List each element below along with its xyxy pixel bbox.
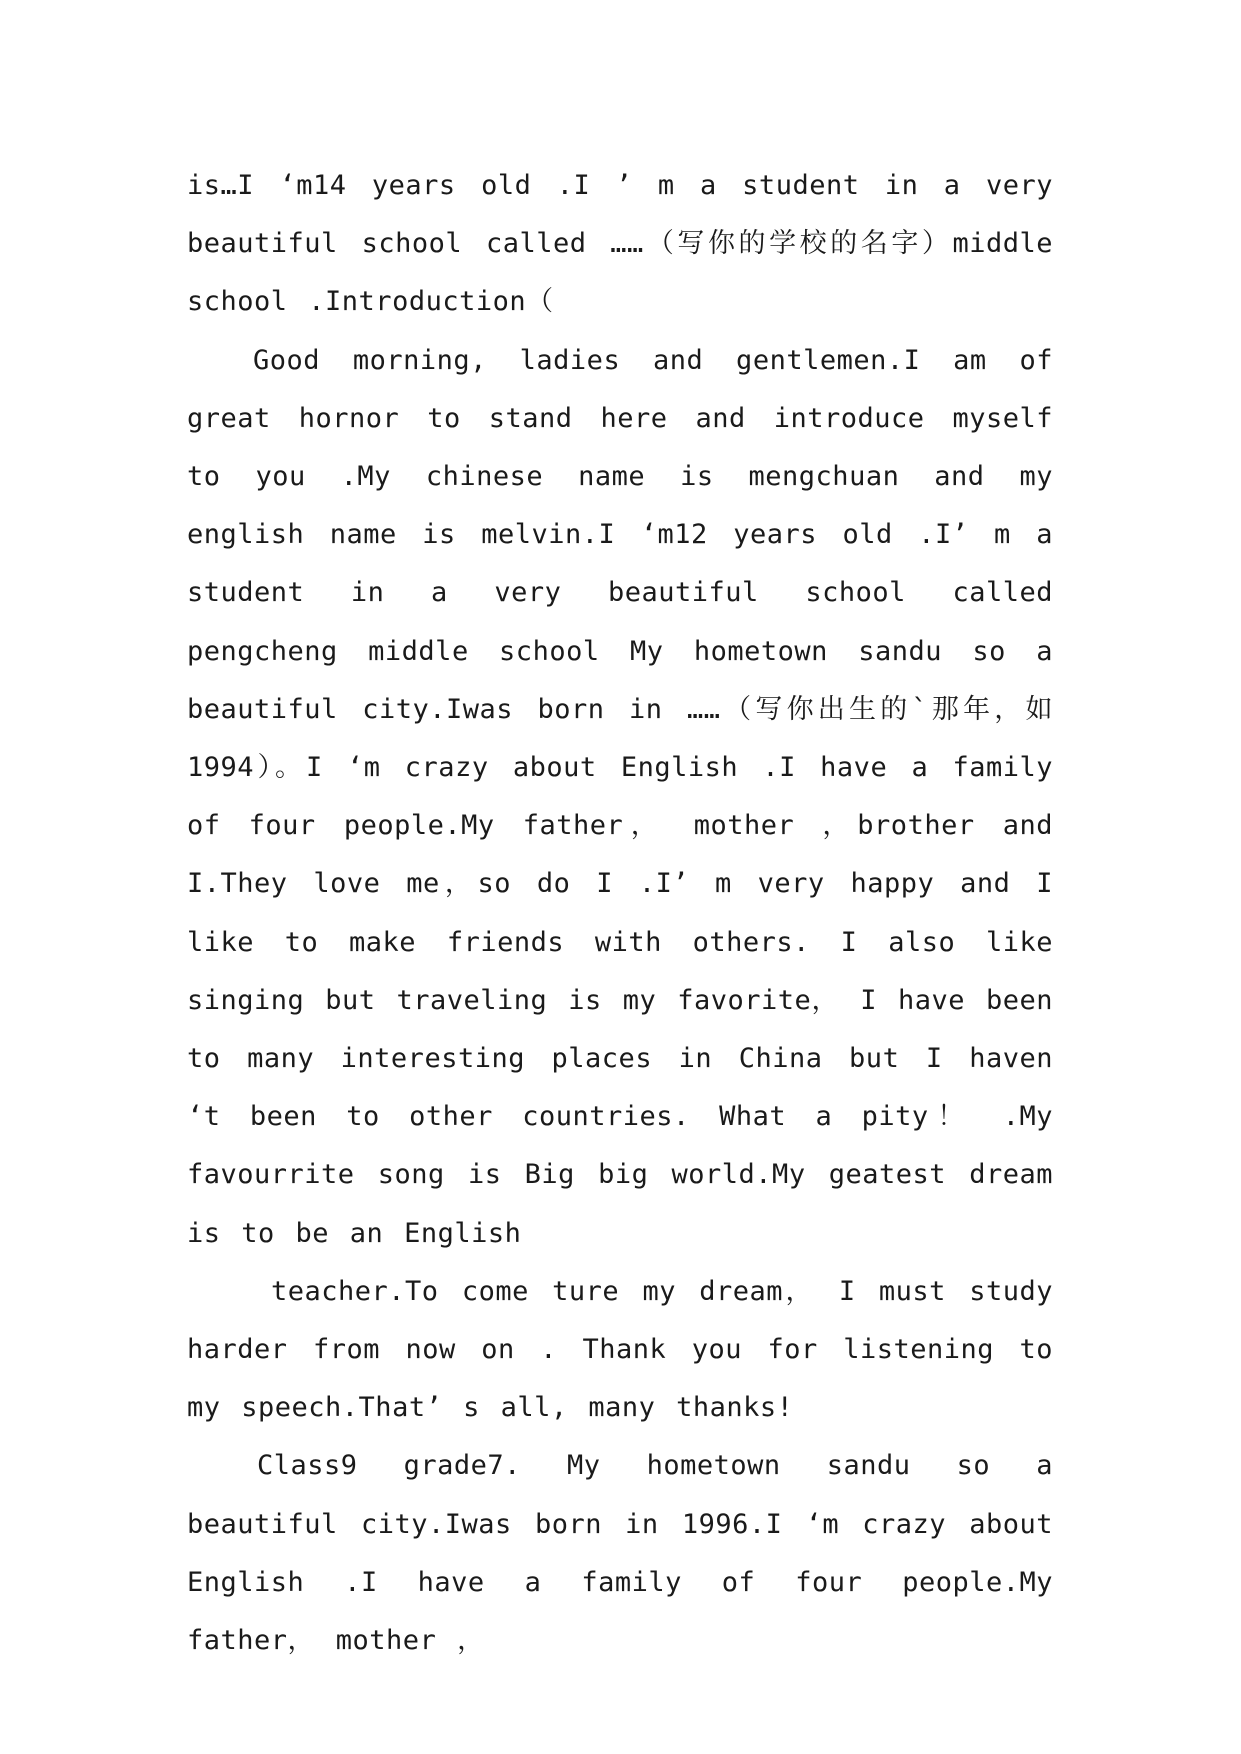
document-body xyxy=(187,157,1053,1670)
paragraph-closing: teacher.To come ture my dream， I must study harder from now on . Thank you for listening to my speech.That’ s all, many thanks! xyxy=(187,1275,1053,1424)
paragraph-self-introduction: Good morning, ladies and gentlemen.I am of great hornor to stand here and introduce myself to you .My chinese name is mengchuan and my english name is melvin.I ‘m12 years old .I’ m a student in a very beautiful school called pengcheng middle school My hometown sandu so a beautiful city.Iwas born in ……（写你出生的`那年，如 1994）。I ‘m crazy about English .I have a family of four people.My father， mother ，brother and I.They love me，so do I .I’ m very happy and I like to make friends with others. I also like singing but traveling is my favorite， I have been to many interesting places in China but I haven ‘t been to other countries. What a pity！ .My favourrite song is Big big world.My geatest dream is to be an English xyxy=(187,344,1053,1249)
paragraph-intro-fragment: is…I ‘m14 years old .I ’ m a student in a very beautiful school called ……（写你的学校的名字）middle school .Introduction（ xyxy=(187,170,1053,318)
paragraph-class-info: Class9 grade7. My hometown sandu so a beautiful city.Iwas born in 1996.I ‘m crazy about English .I have a family of four people.My father， mother ， xyxy=(187,1450,1053,1657)
